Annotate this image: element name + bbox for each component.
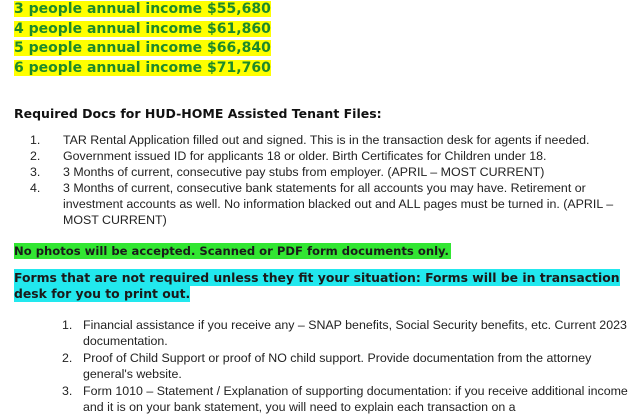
required-docs-list: [20, 132, 626, 228]
list-item: [40, 350, 636, 382]
list-item: [40, 317, 636, 349]
list-number: 2.: [30, 149, 41, 163]
income-limits-block: [14, 0, 271, 78]
list-item: [20, 132, 626, 148]
list-item-text: Financial assistance if you receive any – SNAP benefits, Social Security benefits, etc. Current 2023 documentation.: [83, 318, 627, 348]
no-photos-notice: No photos will be accepted. Scanned or PDF form documents only.: [14, 244, 449, 258]
income-line: 5 people annual income $66,840: [14, 40, 271, 56]
income-line: 3 people annual income $55,680: [14, 1, 271, 17]
list-item-text: Government issued ID for applicants 18 or older. Birth Certificates for Children under 18.: [63, 149, 547, 163]
list-number: 1.: [62, 318, 73, 332]
income-line: 6 people annual income $71,760: [14, 59, 271, 76]
optional-forms-list: [40, 317, 636, 416]
list-number: 3.: [30, 165, 41, 179]
list-item-text: Form 1010 – Statement / Explanation of supporting documentation: if you receive additional income and it is on your bank statement, you will need to explain each transaction on a: [83, 384, 628, 414]
list-item: [20, 180, 626, 228]
list-item-text: TAR Rental Application filled out and signed. This is in the transaction desk for agents if needed.: [63, 133, 590, 147]
income-line: 4 people annual income $61,860: [14, 20, 271, 37]
list-item: [40, 383, 636, 415]
list-number: 4.: [30, 181, 41, 195]
list-number: 2.: [62, 351, 73, 365]
list-number: 1.: [30, 133, 41, 147]
list-item-text: Proof of Child Support or proof of NO child support. Provide documentation from the attorney general's website.: [83, 351, 592, 381]
list-number: 3.: [62, 384, 73, 398]
list-item-text: 3 Months of current, consecutive bank statements for all accounts you may have. Retirement or investment accounts as well. No information blacked out and ALL pages must be turned in. (APRIL – MOST CURRENT): [63, 181, 614, 227]
list-item-text: 3 Months of current, consecutive pay stubs from employer. (APRIL – MOST CURRENT): [63, 165, 545, 179]
optional-forms-notice: [14, 270, 626, 302]
list-item: [20, 164, 626, 180]
optional-forms-notice-text: Forms that are not required unless they fit your situation: Forms will be in transaction desk for you to print out.: [14, 270, 620, 301]
list-item: [20, 148, 626, 164]
required-docs-heading: Required Docs for HUD-HOME Assisted Tenant Files:: [14, 106, 382, 121]
